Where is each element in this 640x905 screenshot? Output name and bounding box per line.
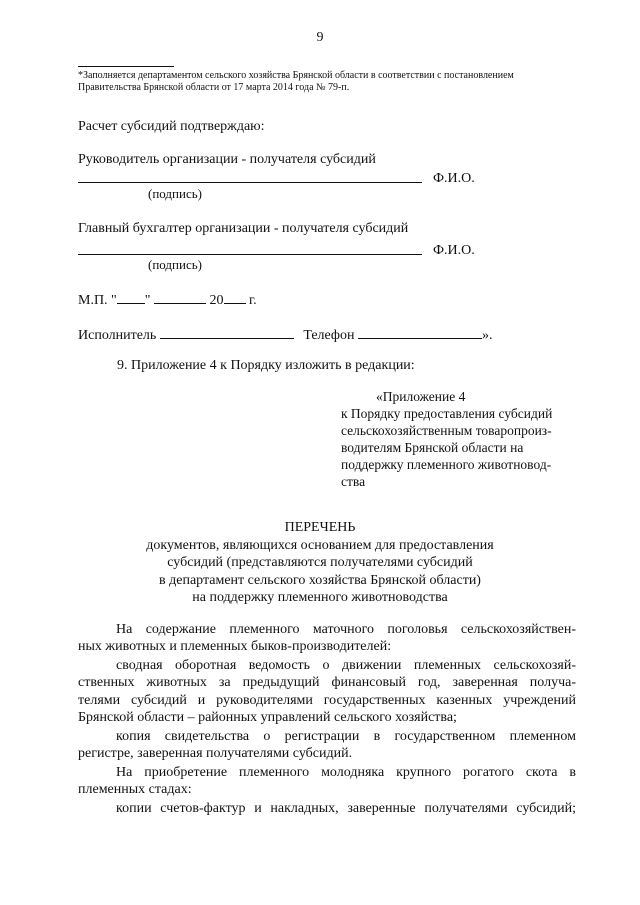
head-fio: Ф.И.О.: [433, 171, 475, 186]
accountant-title: Главный бухгалтер организации - получателя субсидий: [78, 221, 409, 236]
body-p4-line1: На приобретение племенного молодняка крупного рогатого скота в: [116, 765, 576, 780]
footnote-rule: [78, 66, 174, 67]
stamp-quote: ": [144, 293, 151, 308]
item-9: 9. Приложение 4 к Порядку изложить в редакции:: [117, 358, 415, 373]
accountant-sign-caption: (подпись): [148, 257, 202, 272]
stamp-mp: М.П. ": [78, 293, 117, 308]
list-subtitle-4: на поддержку племенного животноводства: [192, 590, 448, 605]
body-p3-line1: копия свидетельства о регистрации в государственном племенном: [116, 729, 576, 744]
phone-blank: [358, 326, 482, 339]
appendix-line-1: «Приложение 4: [376, 389, 466, 404]
executor-line: [78, 326, 492, 345]
footnote-line-1: *Заполняется департаментом сельского хозяйства Брянской области в соответствии с постановлением: [78, 70, 514, 81]
appendix-line-3: сельскохозяйственным товаропроиз-: [341, 423, 552, 438]
appendix-line-5: поддержку племенного животновод-: [341, 457, 552, 472]
head-signature-line: [78, 182, 422, 183]
page-number: 9: [316, 30, 324, 45]
list-subtitle-1: документов, являющихся основанием для предоставления: [146, 538, 494, 553]
body-p1-line2: ных животных и племенных быков-производителей:: [78, 639, 392, 654]
body-p4-line2: племенных стадах:: [78, 782, 192, 797]
stamp-month-blank: [154, 291, 206, 304]
appendix-line-2: к Порядку предоставления субсидий: [341, 406, 553, 421]
list-subtitle-3: в департамент сельского хозяйства Брянской области): [159, 573, 481, 588]
accountant-fio: Ф.И.О.: [433, 243, 475, 258]
head-title: Руководитель организации - получателя субсидий: [78, 152, 376, 167]
stamp-g: г.: [249, 293, 257, 308]
footnote-line-2: Правительства Брянской области от 17 марта 2014 года № 79-п.: [78, 82, 350, 93]
body-p3-line2: регистре, заверенная получателями субсидий.: [78, 746, 353, 761]
stamp-day-blank: [117, 291, 145, 304]
body-p2-line2: ственных животных за предыдущий финансовый год, заверенная получа-: [78, 675, 576, 690]
head-sign-caption: (подпись): [148, 186, 202, 201]
phone-label: Телефон: [303, 328, 355, 343]
body-p2-line4: Брянской области – районных управлений сельского хозяйства;: [78, 710, 457, 725]
executor-label: Исполнитель: [78, 328, 157, 343]
body-p5-line1: копии счетов-фактур и накладных, заверенные получателями субсидий;: [116, 801, 576, 816]
confirm-text: Расчет субсидий подтверждаю:: [78, 119, 265, 134]
body-p2-line1: сводная оборотная ведомость о движении племенных сельскохозяй-: [116, 658, 576, 673]
body-p1-line1: На содержание племенного маточного поголовья сельскохозяйствен-: [116, 622, 576, 637]
body-p2-line3: телями субсидий и руководителями государственных казенных учреждений: [78, 693, 576, 708]
stamp-year-blank: [224, 291, 246, 304]
appendix-line-6: ства: [341, 474, 366, 489]
list-title: ПЕРЕЧЕНЬ: [284, 520, 356, 535]
appendix-line-4: водителям Брянской области на: [341, 440, 524, 455]
stamp-year-prefix: 20: [209, 293, 224, 308]
accountant-signature-line: [78, 254, 422, 255]
executor-end: ».: [481, 328, 493, 343]
executor-blank: [160, 326, 294, 339]
stamp-line: [78, 291, 257, 310]
list-subtitle-2: субсидий (представляются получателями субсидий: [167, 555, 473, 570]
